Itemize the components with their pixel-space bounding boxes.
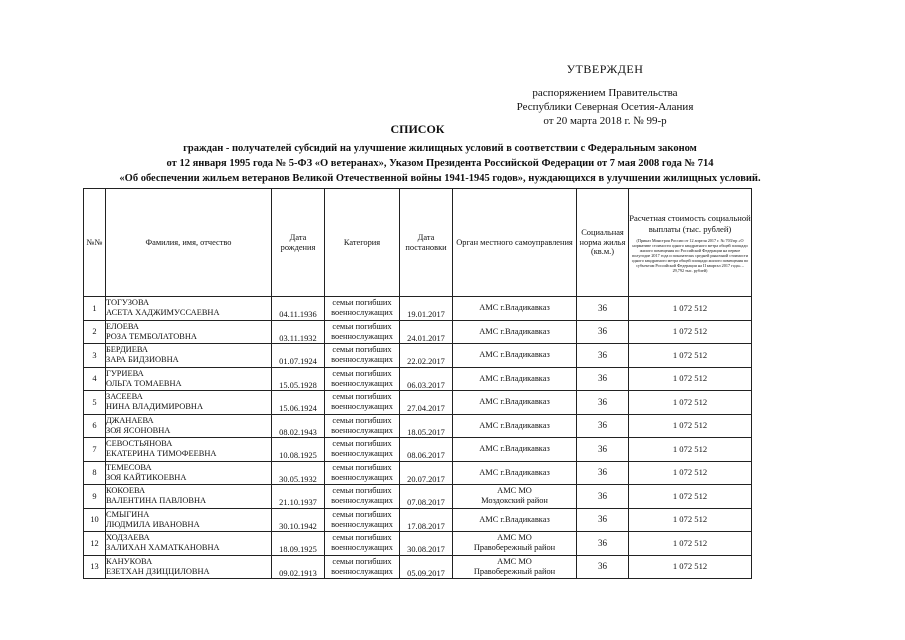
row-category-line-1: семьи погибших: [332, 392, 392, 402]
row-last-name: ТЕМЕСОВА: [106, 462, 152, 472]
row-num: 10: [84, 508, 106, 532]
row-category-line-2: военнослужащих: [331, 402, 393, 412]
row-norm: 36: [577, 461, 629, 485]
row-organization: [453, 344, 577, 368]
row-category-line-1: семьи погибших: [332, 415, 392, 425]
row-category-line-1: семьи погибших: [332, 556, 392, 566]
row-decree-date: 17.08.2017: [400, 508, 453, 532]
row-organization: [453, 297, 577, 321]
row-num: 6: [84, 414, 106, 438]
row-category: [325, 367, 400, 391]
row-category-line-2: военнослужащих: [331, 378, 393, 388]
row-category-line-1: семьи погибших: [332, 509, 392, 519]
row-category: [325, 297, 400, 321]
approval-line-1: распоряжением Правительства: [532, 87, 678, 99]
approval-line-3: от 20 марта 2018 г. № 99-р: [543, 115, 667, 127]
row-category-line-2: военнослужащих: [331, 355, 393, 365]
row-category-line-2: военнослужащих: [331, 496, 393, 506]
row-norm: 36: [577, 532, 629, 556]
row-birth-date: 09.02.1913: [272, 555, 325, 579]
row-organization-line-2: Правобережный район: [473, 543, 556, 553]
row-norm: 36: [577, 485, 629, 509]
row-organization-line-1: АМС г.Владикавказ: [479, 397, 550, 407]
row-category-line-2: военнослужащих: [331, 331, 393, 341]
row-birth-date: 15.06.1924: [272, 391, 325, 415]
row-organization-line-1: АМС МО: [497, 486, 532, 496]
row-norm: 36: [577, 555, 629, 579]
subtitle-line-1: граждан - получателей субсидий на улучшение жилищных условий в соответствии с Федеральным законом: [183, 143, 697, 154]
row-decree-date: 30.08.2017: [400, 532, 453, 556]
row-category-line-2: военнослужащих: [331, 472, 393, 482]
recipients-table: [83, 188, 752, 579]
row-num: 1: [84, 297, 106, 321]
row-name: [106, 367, 272, 391]
table-row: [84, 367, 752, 391]
row-organization-line-1: АМС г.Владикавказ: [479, 373, 550, 383]
row-category: [325, 414, 400, 438]
row-organization-line-1: АМС г.Владикавказ: [479, 514, 550, 524]
row-norm: 36: [577, 438, 629, 462]
row-name: [106, 297, 272, 321]
row-category-line-2: военнослужащих: [331, 519, 393, 529]
row-last-name: ЕЛОЕВА: [106, 321, 139, 331]
row-num: 8: [84, 461, 106, 485]
row-organization-line-2: Моздокский район: [481, 496, 548, 506]
header-organization: Орган местного самоуправления: [453, 189, 577, 297]
row-norm: 36: [577, 391, 629, 415]
row-decree-date: 20.07.2017: [400, 461, 453, 485]
table-row: [84, 485, 752, 509]
row-birth-date: 18.09.1925: [272, 532, 325, 556]
row-name: [106, 438, 272, 462]
row-payment: 1 072 512: [629, 320, 752, 344]
row-last-name: КАНУКОВА: [106, 556, 153, 566]
row-payment: 1 072 512: [629, 344, 752, 368]
row-first-names: АСЕТА ХАДЖИМУССАЕВНА: [106, 308, 220, 318]
row-category: [325, 461, 400, 485]
row-first-names: ЛЮДМИЛА ИВАНОВНА: [106, 519, 200, 529]
row-decree-date: 19.01.2017: [400, 297, 453, 321]
row-decree-date: 24.01.2017: [400, 320, 453, 344]
row-category-line-2: военнослужащих: [331, 566, 393, 576]
row-last-name: ДЖАНАЕВА: [106, 415, 154, 425]
row-organization-line-1: АМС г.Владикавказ: [479, 303, 550, 313]
row-first-names: ЗАРА БИДЗИОВНА: [106, 355, 179, 365]
table-row: [84, 532, 752, 556]
row-last-name: КОКОЕВА: [106, 486, 146, 496]
row-organization: [453, 391, 577, 415]
header-payment-note: (Приказ Минстроя России от 12 апреля 2017 г. № 703/пр «О нормативе стоимости одного квадратного метра общей площади жилого помещения по Российской Федерации на первое полугодие 2017 года и показателях средней рыночной стоимости одного квадратного метра общей площади жилого помещения по субъектам Российской Федерации на II квартал 2017 года» – 29,792 тыс. рублей): [631, 237, 749, 273]
row-organization: [453, 320, 577, 344]
row-num: 13: [84, 555, 106, 579]
row-name: [106, 485, 272, 509]
header-name: Фамилия, имя, отчество: [106, 189, 272, 297]
row-organization: [453, 414, 577, 438]
row-category-line-2: военнослужащих: [331, 308, 393, 318]
row-birth-date: 08.02.1943: [272, 414, 325, 438]
approval-line-2: Республики Северная Осетия-Алания: [516, 101, 694, 113]
row-norm: 36: [577, 344, 629, 368]
row-first-names: ЕКАТЕРИНА ТИМОФЕЕВНА: [106, 449, 217, 459]
row-category: [325, 344, 400, 368]
table-row: [84, 438, 752, 462]
row-payment: 1 072 512: [629, 555, 752, 579]
row-category-line-1: семьи погибших: [332, 486, 392, 496]
row-payment: 1 072 512: [629, 485, 752, 509]
row-payment: 1 072 512: [629, 532, 752, 556]
row-category-line-1: семьи погибших: [332, 321, 392, 331]
row-name: [106, 461, 272, 485]
subtitle-line-3: «Об обеспечении жильем ветеранов Великой Отечественной войны 1941-1945 годов», нуждающихся в улучшении жилищных условий.: [119, 173, 761, 184]
row-payment: 1 072 512: [629, 297, 752, 321]
row-decree-date: 22.02.2017: [400, 344, 453, 368]
table-row: [84, 461, 752, 485]
row-norm: 36: [577, 297, 629, 321]
table-row: [84, 508, 752, 532]
row-name: [106, 414, 272, 438]
header-birth-date: Дата рождения: [272, 189, 325, 297]
row-birth-date: 21.10.1937: [272, 485, 325, 509]
row-num: 7: [84, 438, 106, 462]
row-category-line-1: семьи погибших: [332, 368, 392, 378]
row-category-line-2: военнослужащих: [331, 543, 393, 553]
row-birth-date: 01.07.1924: [272, 344, 325, 368]
row-num: 2: [84, 320, 106, 344]
row-first-names: ЕЗЕТХАН ДЗИЦЦИЛОВНА: [106, 566, 210, 576]
row-category-line-1: семьи погибших: [332, 439, 392, 449]
row-last-name: ХОДЗАЕВА: [106, 533, 150, 543]
row-category: [325, 320, 400, 344]
row-birth-date: 30.05.1932: [272, 461, 325, 485]
row-organization: [453, 485, 577, 509]
row-category: [325, 438, 400, 462]
row-name: [106, 320, 272, 344]
row-first-names: НИНА ВЛАДИМИРОВНА: [106, 402, 204, 412]
row-birth-date: 15.05.1928: [272, 367, 325, 391]
row-payment: 1 072 512: [629, 391, 752, 415]
row-organization: [453, 532, 577, 556]
row-organization-line-1: АМС г.Владикавказ: [479, 467, 550, 477]
row-num: 9: [84, 485, 106, 509]
row-first-names: ОЛЬГА ТОМАЕВНА: [106, 378, 182, 388]
row-category: [325, 508, 400, 532]
row-num: 4: [84, 367, 106, 391]
row-category-line-2: военнослужащих: [331, 425, 393, 435]
row-decree-date: 27.04.2017: [400, 391, 453, 415]
row-norm: 36: [577, 508, 629, 532]
row-birth-date: 03.11.1932: [272, 320, 325, 344]
row-first-names: ЗОЯ ЯСОНОВНА: [106, 425, 171, 435]
row-decree-date: 08.06.2017: [400, 438, 453, 462]
row-first-names: ЗАЛИХАН ХАМАТКАНОВНА: [106, 543, 220, 553]
row-category: [325, 485, 400, 509]
table-row: [84, 320, 752, 344]
row-norm: 36: [577, 320, 629, 344]
row-last-name: СЕВОСТЬЯНОВА: [106, 439, 173, 449]
row-first-names: ВАЛЕНТИНА ПАВЛОВНА: [106, 496, 207, 506]
row-payment: 1 072 512: [629, 508, 752, 532]
row-name: [106, 391, 272, 415]
row-organization-line-2: Правобережный район: [473, 566, 556, 576]
row-organization-line-1: АМС г.Владикавказ: [479, 420, 550, 430]
row-last-name: ГУРИЕВА: [106, 368, 144, 378]
table-row: [84, 344, 752, 368]
row-payment: 1 072 512: [629, 367, 752, 391]
header-decree-date: Дата постановки: [400, 189, 453, 297]
row-decree-date: 07.08.2017: [400, 485, 453, 509]
table-header-row: [84, 189, 752, 297]
row-payment: 1 072 512: [629, 438, 752, 462]
row-name: [106, 344, 272, 368]
row-last-name: СМЫГИНА: [106, 509, 150, 519]
table-row: [84, 297, 752, 321]
document-subtitle: [40, 141, 840, 186]
row-num: 5: [84, 391, 106, 415]
header-norm: Социальная норма жилья (кв.м.): [577, 189, 629, 297]
row-birth-date: 30.10.1942: [272, 508, 325, 532]
row-organization: [453, 367, 577, 391]
row-norm: 36: [577, 414, 629, 438]
row-decree-date: 05.09.2017: [400, 555, 453, 579]
table-row: [84, 555, 752, 579]
row-decree-date: 18.05.2017: [400, 414, 453, 438]
row-category: [325, 555, 400, 579]
row-last-name: ЗАСЕЕВА: [106, 392, 143, 402]
row-payment: 1 072 512: [629, 414, 752, 438]
row-num: 12: [84, 532, 106, 556]
row-category-line-1: семьи погибших: [332, 345, 392, 355]
row-num: 3: [84, 344, 106, 368]
header-payment-cell: [629, 189, 752, 297]
row-first-names: РОЗА ТЕМБОЛАТОВНА: [106, 331, 197, 341]
row-last-name: БЕРДИЕВА: [106, 345, 148, 355]
row-norm: 36: [577, 367, 629, 391]
row-organization-line-1: АМС г.Владикавказ: [479, 444, 550, 454]
row-category: [325, 391, 400, 415]
row-name: [106, 532, 272, 556]
approval-block: [505, 62, 705, 128]
row-organization: [453, 555, 577, 579]
header-payment: Расчетная стоимость социальной выплаты (тыс. рублей): [629, 212, 751, 234]
row-category-line-1: семьи погибших: [332, 298, 392, 308]
row-name: [106, 555, 272, 579]
row-name: [106, 508, 272, 532]
row-organization-line-1: АМС г.Владикавказ: [479, 350, 550, 360]
row-category-line-1: семьи погибших: [332, 462, 392, 472]
approval-title: УТВЕРЖДЕН: [566, 62, 644, 76]
row-last-name: ТОГУЗОВА: [106, 298, 150, 308]
row-organization: [453, 461, 577, 485]
row-decree-date: 06.03.2017: [400, 367, 453, 391]
row-organization-line-1: АМС МО: [497, 533, 532, 543]
table-row: [84, 391, 752, 415]
table-body: [84, 297, 752, 579]
row-organization: [453, 438, 577, 462]
row-birth-date: 04.11.1936: [272, 297, 325, 321]
row-organization-line-1: АМС МО: [497, 556, 532, 566]
row-category: [325, 532, 400, 556]
row-first-names: ЗОЯ КАЙТИКОЕВНА: [106, 472, 187, 482]
document-title: СПИСОК: [390, 122, 445, 136]
row-organization: [453, 508, 577, 532]
row-organization-line-1: АМС г.Владикавказ: [479, 326, 550, 336]
row-birth-date: 10.08.1925: [272, 438, 325, 462]
header-num: №№: [84, 189, 106, 297]
table-row: [84, 414, 752, 438]
row-category-line-1: семьи погибших: [332, 533, 392, 543]
row-category-line-2: военнослужащих: [331, 449, 393, 459]
header-category: Категория: [325, 189, 400, 297]
subtitle-line-2: от 12 января 1995 года № 5-ФЗ «О ветеранах», Указом Президента Российской Федерации от 7 мая 2008 года № 714: [166, 158, 714, 169]
row-payment: 1 072 512: [629, 461, 752, 485]
